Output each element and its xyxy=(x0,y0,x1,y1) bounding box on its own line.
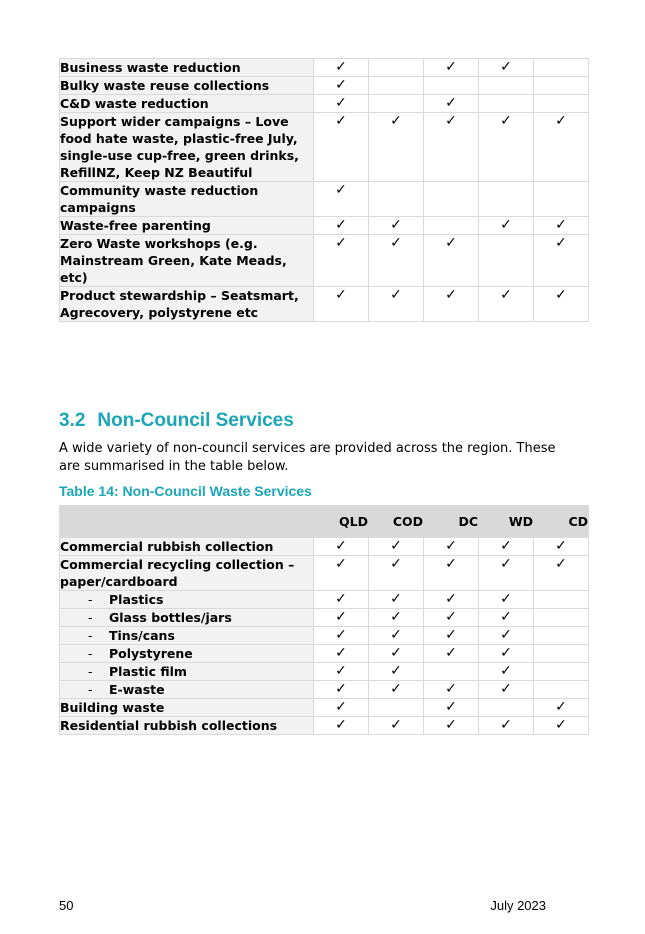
table-row xyxy=(60,95,589,113)
row-label xyxy=(60,627,314,645)
row-label-text: Glass bottles/jars xyxy=(109,610,232,625)
row-label-text: Zero Waste workshops (e.g. Mainstream Green, Kate Meads, etc) xyxy=(60,236,287,285)
row-label-text: Bulky waste reuse collections xyxy=(60,78,270,93)
check-icon: ✓ xyxy=(369,538,424,556)
row-label xyxy=(60,609,314,627)
row-label xyxy=(60,699,314,717)
check-icon: ✓ xyxy=(534,287,589,322)
table-body xyxy=(60,538,589,735)
check-icon: ✓ xyxy=(424,627,479,645)
empty-cell xyxy=(479,699,534,717)
table-row xyxy=(60,717,589,735)
table-row xyxy=(60,77,589,95)
section-paragraph: A wide variety of non-council services are provided across the region. These are summarised in the table below. xyxy=(59,441,556,474)
row-label xyxy=(60,77,314,95)
check-icon: ✓ xyxy=(534,538,589,556)
check-icon: ✓ xyxy=(534,235,589,287)
empty-cell xyxy=(424,77,479,95)
sub-item-dash: - xyxy=(88,628,93,643)
row-label xyxy=(60,663,314,681)
check-icon: ✓ xyxy=(424,235,479,287)
check-icon: ✓ xyxy=(369,609,424,627)
check-icon: ✓ xyxy=(424,645,479,663)
row-label-text: Waste-free parenting xyxy=(60,218,211,233)
row-label xyxy=(60,556,314,591)
row-label xyxy=(60,287,314,322)
row-label-text: Commercial recycling collection – paper/cardboard xyxy=(60,557,295,589)
empty-cell xyxy=(369,182,424,217)
check-icon: ✓ xyxy=(314,235,369,287)
check-icon: ✓ xyxy=(314,556,369,591)
column-header: CD xyxy=(534,506,589,538)
sub-item-dash: - xyxy=(88,682,93,697)
row-label xyxy=(60,717,314,735)
empty-cell xyxy=(479,95,534,113)
check-icon: ✓ xyxy=(314,95,369,113)
check-icon: ✓ xyxy=(369,217,424,235)
row-label-text: Building waste xyxy=(60,700,165,715)
check-icon: ✓ xyxy=(534,699,589,717)
header-blank-cell xyxy=(60,506,314,538)
section-heading xyxy=(59,410,294,432)
check-icon: ✓ xyxy=(479,609,534,627)
check-icon: ✓ xyxy=(424,113,479,182)
row-label-text: Business waste reduction xyxy=(60,60,241,75)
empty-cell xyxy=(534,663,589,681)
check-icon: ✓ xyxy=(369,591,424,609)
table-header-row xyxy=(60,506,589,538)
check-icon: ✓ xyxy=(534,217,589,235)
check-icon: ✓ xyxy=(369,663,424,681)
check-icon: ✓ xyxy=(424,681,479,699)
sub-item-dash: - xyxy=(88,664,93,679)
empty-cell xyxy=(534,609,589,627)
check-icon: ✓ xyxy=(314,609,369,627)
check-icon: ✓ xyxy=(479,645,534,663)
row-label xyxy=(60,235,314,287)
empty-cell xyxy=(424,663,479,681)
check-icon: ✓ xyxy=(534,556,589,591)
check-icon: ✓ xyxy=(479,681,534,699)
empty-cell xyxy=(534,182,589,217)
empty-cell xyxy=(534,59,589,77)
row-label-text: Community waste reduction campaigns xyxy=(60,183,259,215)
row-label-text: Tins/cans xyxy=(109,628,175,643)
check-icon: ✓ xyxy=(369,287,424,322)
check-icon: ✓ xyxy=(479,59,534,77)
check-icon: ✓ xyxy=(314,663,369,681)
row-label xyxy=(60,645,314,663)
table-row xyxy=(60,627,589,645)
check-icon: ✓ xyxy=(314,681,369,699)
check-icon: ✓ xyxy=(369,717,424,735)
table-body xyxy=(60,59,589,322)
check-icon: ✓ xyxy=(424,59,479,77)
check-icon: ✓ xyxy=(424,538,479,556)
empty-cell xyxy=(534,627,589,645)
check-icon: ✓ xyxy=(369,556,424,591)
check-icon: ✓ xyxy=(369,235,424,287)
check-icon: ✓ xyxy=(479,287,534,322)
check-icon: ✓ xyxy=(369,645,424,663)
page-number: 50 xyxy=(59,898,74,913)
row-label xyxy=(60,591,314,609)
sub-item-dash: - xyxy=(88,646,93,661)
check-icon: ✓ xyxy=(424,609,479,627)
check-icon: ✓ xyxy=(314,77,369,95)
check-icon: ✓ xyxy=(314,645,369,663)
empty-cell xyxy=(479,182,534,217)
row-label xyxy=(60,538,314,556)
empty-cell xyxy=(369,95,424,113)
empty-cell xyxy=(479,77,534,95)
check-icon: ✓ xyxy=(479,217,534,235)
row-label-text: Plastic film xyxy=(109,664,187,679)
row-label xyxy=(60,681,314,699)
empty-cell xyxy=(534,95,589,113)
check-icon: ✓ xyxy=(534,717,589,735)
check-icon: ✓ xyxy=(479,663,534,681)
column-header: DC xyxy=(424,506,479,538)
row-label xyxy=(60,59,314,77)
table-row xyxy=(60,182,589,217)
table-row xyxy=(60,645,589,663)
table-row xyxy=(60,663,589,681)
table-row xyxy=(60,59,589,77)
column-header: COD xyxy=(369,506,424,538)
table-row xyxy=(60,287,589,322)
check-icon: ✓ xyxy=(369,113,424,182)
check-icon: ✓ xyxy=(534,113,589,182)
check-icon: ✓ xyxy=(314,627,369,645)
row-label-text: Plastics xyxy=(109,592,164,607)
empty-cell xyxy=(424,182,479,217)
table-caption: Table 14: Non-Council Waste Services xyxy=(59,483,312,499)
council-services-table-continued xyxy=(59,58,589,322)
check-icon: ✓ xyxy=(314,538,369,556)
table-row xyxy=(60,609,589,627)
table-row xyxy=(60,235,589,287)
check-icon: ✓ xyxy=(424,95,479,113)
column-header: WD xyxy=(479,506,534,538)
check-icon: ✓ xyxy=(424,591,479,609)
section-title: Non-Council Services xyxy=(97,410,294,431)
check-icon: ✓ xyxy=(424,556,479,591)
empty-cell xyxy=(534,645,589,663)
row-label-text: Polystyrene xyxy=(109,646,193,661)
section-number: 3.2 xyxy=(59,410,86,431)
empty-cell xyxy=(534,77,589,95)
table-row xyxy=(60,591,589,609)
sub-item-dash: - xyxy=(88,592,93,607)
empty-cell xyxy=(369,699,424,717)
check-icon: ✓ xyxy=(424,287,479,322)
row-label xyxy=(60,95,314,113)
table-row xyxy=(60,681,589,699)
table-row xyxy=(60,113,589,182)
check-icon: ✓ xyxy=(479,717,534,735)
check-icon: ✓ xyxy=(314,591,369,609)
empty-cell xyxy=(479,235,534,287)
empty-cell xyxy=(369,77,424,95)
empty-cell xyxy=(534,591,589,609)
row-label-text: Support wider campaigns – Love food hate waste, plastic-free July, single-use cup-free, green drinks, RefillNZ, Keep NZ Beautiful xyxy=(60,114,299,180)
row-label xyxy=(60,217,314,235)
check-icon: ✓ xyxy=(479,591,534,609)
table-row xyxy=(60,217,589,235)
check-icon: ✓ xyxy=(314,182,369,217)
row-label-text: Residential rubbish collections xyxy=(60,718,278,733)
footer-date: July 2023 xyxy=(490,898,546,913)
table-row xyxy=(60,538,589,556)
empty-cell xyxy=(369,59,424,77)
check-icon: ✓ xyxy=(479,556,534,591)
column-header: QLD xyxy=(314,506,369,538)
row-label-text: E-waste xyxy=(109,682,165,697)
table-row xyxy=(60,699,589,717)
check-icon: ✓ xyxy=(314,717,369,735)
table-row xyxy=(60,556,589,591)
non-council-services-table xyxy=(59,505,589,735)
check-icon: ✓ xyxy=(369,627,424,645)
check-icon: ✓ xyxy=(314,699,369,717)
row-label-text: Commercial rubbish collection xyxy=(60,539,274,554)
row-label-text: Product stewardship – Seatsmart, Agrecovery, polystyrene etc xyxy=(60,288,299,320)
empty-cell xyxy=(424,217,479,235)
row-label xyxy=(60,113,314,182)
check-icon: ✓ xyxy=(479,627,534,645)
check-icon: ✓ xyxy=(314,59,369,77)
check-icon: ✓ xyxy=(479,113,534,182)
check-icon: ✓ xyxy=(314,217,369,235)
row-label-text: C&D waste reduction xyxy=(60,96,209,111)
sub-item-dash: - xyxy=(88,610,93,625)
check-icon: ✓ xyxy=(314,287,369,322)
check-icon: ✓ xyxy=(424,699,479,717)
check-icon: ✓ xyxy=(314,113,369,182)
check-icon: ✓ xyxy=(479,538,534,556)
row-label xyxy=(60,182,314,217)
check-icon: ✓ xyxy=(369,681,424,699)
check-icon: ✓ xyxy=(424,717,479,735)
empty-cell xyxy=(534,681,589,699)
